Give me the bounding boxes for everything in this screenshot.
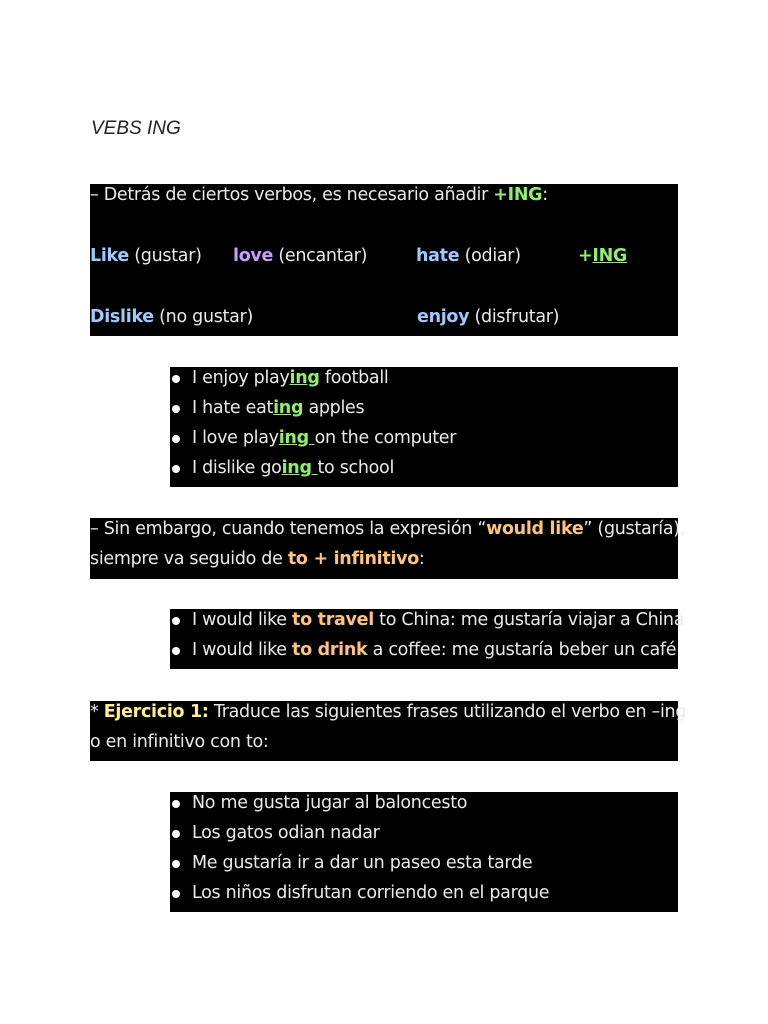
- examples-infinitive-list: [170, 609, 685, 669]
- intro-block: [90, 184, 678, 336]
- bullet-icon: [172, 800, 180, 808]
- examples-ing-list: [170, 367, 678, 487]
- list-item: I would like to drink a coffee: me gustaría beber un café: [170, 635, 678, 665]
- verb-love: love (encantar): [233, 246, 368, 266]
- verb-dislike: Dislike (no gustar): [90, 307, 253, 327]
- exercise-block: [90, 701, 687, 761]
- verbs-row-1: [90, 241, 678, 271]
- verb-hate: hate (odiar): [416, 246, 521, 266]
- list-item: Los niños disfrutan corriendo en el parque: [170, 878, 678, 908]
- bullet-icon: [172, 647, 180, 655]
- intro-ing: +ING: [493, 185, 543, 205]
- list-item: Los gatos odian nadar: [170, 818, 678, 848]
- list-item: I love playing on the computer: [170, 423, 678, 453]
- list-item: I dislike going to school: [170, 453, 678, 483]
- exercise-line-2: o en infinitivo con to:: [90, 732, 269, 752]
- verb-enjoy: enjoy (disfrutar): [417, 307, 560, 327]
- bullet-icon: [172, 830, 180, 838]
- list-item: I would like to travel to China: me gustaría viajar a China: [170, 605, 678, 635]
- plus-ing-label: +ING: [578, 246, 627, 266]
- would-like-block: [90, 518, 686, 579]
- would-like-line-2: siempre va seguido de to + infinitivo:: [90, 549, 425, 569]
- intro-text: – Detrás de ciertos verbos, es necesario añadir: [90, 185, 494, 205]
- intro-colon: :: [542, 185, 548, 205]
- bullet-icon: [172, 890, 180, 898]
- list-item: I enjoy playing football: [170, 363, 678, 393]
- list-item: I hate eating apples: [170, 393, 678, 423]
- bullet-icon: [172, 860, 180, 868]
- bullet-icon: [172, 375, 180, 383]
- list-item: No me gusta jugar al baloncesto: [170, 788, 678, 818]
- bullet-icon: [172, 405, 180, 413]
- intro-line: [90, 180, 678, 210]
- verb-like: Like (gustar): [90, 246, 202, 266]
- bullet-icon: [172, 617, 180, 625]
- exercise-list: [170, 792, 678, 912]
- verbs-row-2: [90, 302, 678, 332]
- would-like-line-1: – Sin embargo, cuando tenemos la expresión “would like” (gustaría),: [90, 519, 686, 539]
- exercise-line-1: * Ejercicio 1: Traduce las siguientes frases utilizando el verbo en –ing: [90, 702, 687, 722]
- list-item: Me gustaría ir a dar un paseo esta tarde: [170, 848, 678, 878]
- bullet-icon: [172, 435, 180, 443]
- bullet-icon: [172, 465, 180, 473]
- exercise-label: Ejercicio 1:: [103, 702, 209, 722]
- page-title: VEBS ING: [91, 118, 181, 139]
